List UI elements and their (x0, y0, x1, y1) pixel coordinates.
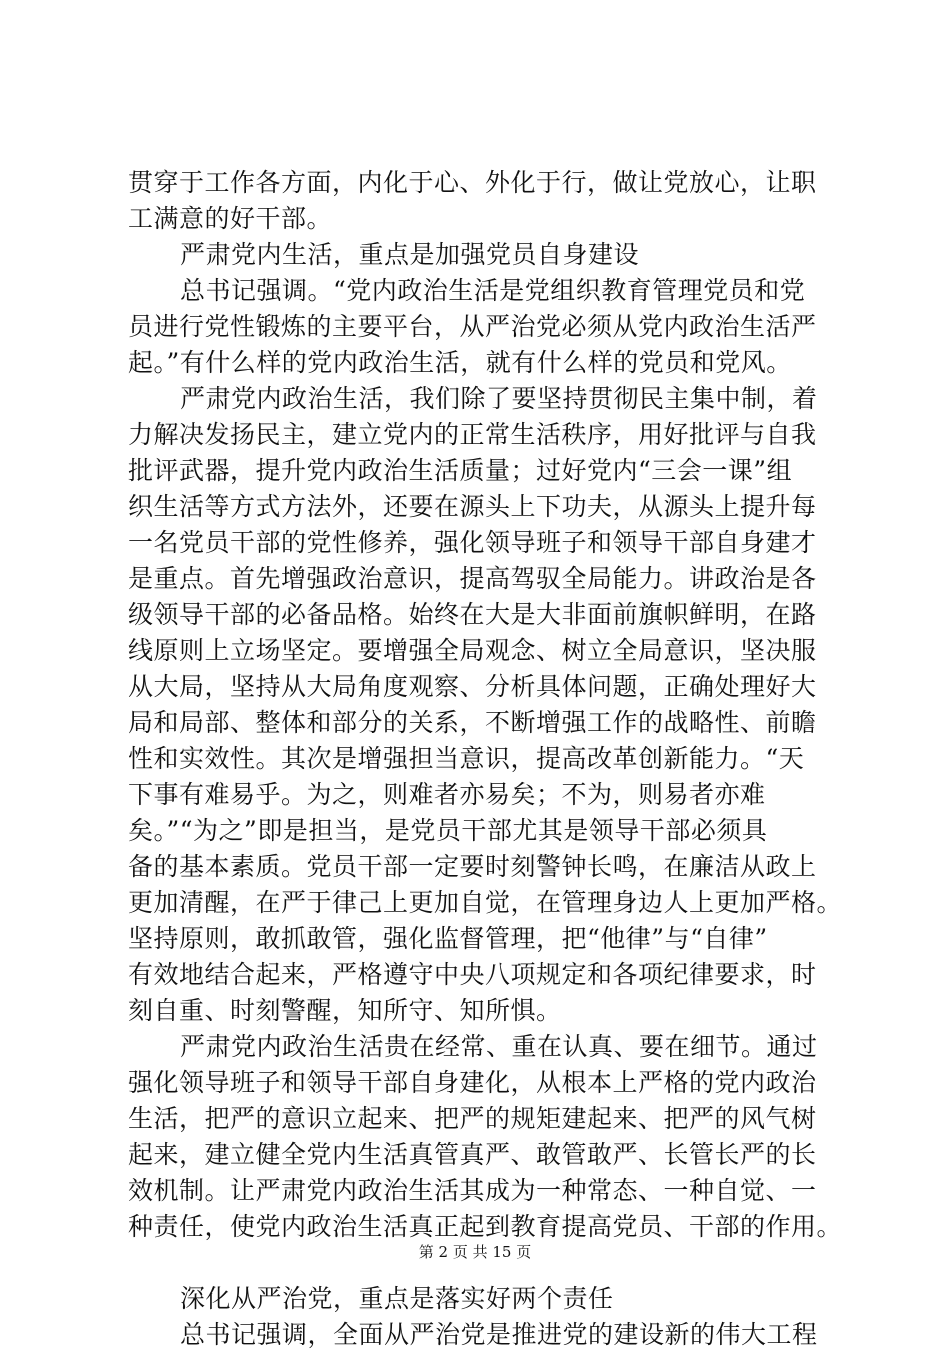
text-line: 贯穿于工作各方面，内化于心、外化于行，做让党放心，让职 (128, 168, 817, 197)
text-line: 更加清醒，在严于律己上更加自觉，在管理身边人上更加严格。 (128, 888, 843, 917)
text-line: 局和局部、整体和部分的关系，不断增强工作的战略性、前瞻 (128, 708, 817, 737)
text-line: 线原则上立场坚定。要增强全局观念、树立全局意识，坚决服 (128, 636, 817, 665)
text-line: 织生活等方式方法外，还要在源头上下功夫，从源头上提升每 (128, 492, 817, 521)
text-line: 总书记强调，全面从严治党是推进党的建设新的伟大工程 (180, 1320, 818, 1349)
text-line: 强化领导班子和领导干部自身建化，从根本上严格的党内政治 (128, 1068, 817, 1097)
text-line: 工满意的好干部。 (128, 204, 333, 233)
text-line: 坚持原则，敢抓敢管，强化监督管理，把“他律”与“自律” (128, 924, 768, 953)
text-line: 力解决发扬民主，建立党内的正常生活秩序，用好批评与自我 (128, 420, 817, 449)
text-line: 刻自重、时刻警醒，知所守、知所惧。 (128, 996, 562, 1025)
text-line: 性和实效性。其次是增强担当意识，提高改革创新能力。“天 (128, 744, 805, 773)
text-line: 严肃党内政治生活，我们除了要坚持贯彻民主集中制，着 (180, 384, 818, 413)
text-line: 有效地结合起来，严格遵守中央八项规定和各项纪律要求，时 (128, 960, 817, 989)
text-line: 下事有难易乎。为之，则难者亦易矣；不为，则易者亦难 (128, 780, 766, 809)
text-line: 批评武器，提升党内政治生活质量；过好党内“三会一课”组 (128, 456, 793, 485)
page-footer: 第 2 页 共 15 页 (418, 1243, 532, 1261)
text-line: 员进行党性锻炼的主要平台，从严治党必须从党内政治生活严 (128, 312, 817, 341)
text-line: 级领导干部的必备品格。始终在大是大非面前旗帜鲜明，在路 (128, 600, 817, 629)
text-line: 一名党员干部的党性修养，强化领导班子和领导干部自身建才 (128, 528, 817, 557)
text-line: 生活，把严的意识立起来、把严的规矩建起来、把严的风气树 (128, 1104, 817, 1133)
body-text (128, 165, 843, 1353)
text-line: 是重点。首先增强政治意识，提高驾驭全局能力。讲政治是各 (128, 564, 817, 593)
text-line: 效机制。让严肃党内政治生活其成为一种常态、一种自觉、一 (128, 1176, 817, 1205)
text-line: 种责任，使党内政治生活真正起到教育提高党员、干部的作用。 (128, 1212, 843, 1241)
text-line: 矣。”“为之”即是担当，是党员干部尤其是领导干部必须具 (128, 816, 768, 845)
text-line: 深化从严治党，重点是落实好两个责任 (180, 1284, 614, 1313)
text-line: 严肃党内政治生活贵在经常、重在认真、要在细节。通过 (180, 1032, 818, 1061)
text-line: 总书记强调。“党内政治生活是党组织教育管理党员和党 (180, 276, 806, 305)
text-line: 起。”有什么样的党内政治生活，就有什么样的党员和党风。 (128, 348, 792, 377)
text-line: 严肃党内生活，重点是加强党员自身建设 (180, 240, 640, 269)
text-line: 从大局，坚持从大局角度观察、分析具体问题，正确处理好大 (128, 672, 817, 701)
text-line: 起来，建立健全党内生活真管真严、敢管敢严、长管长严的长 (128, 1140, 817, 1169)
text-line: 备的基本素质。党员干部一定要时刻警钟长鸣，在廉洁从政上 (128, 852, 817, 881)
